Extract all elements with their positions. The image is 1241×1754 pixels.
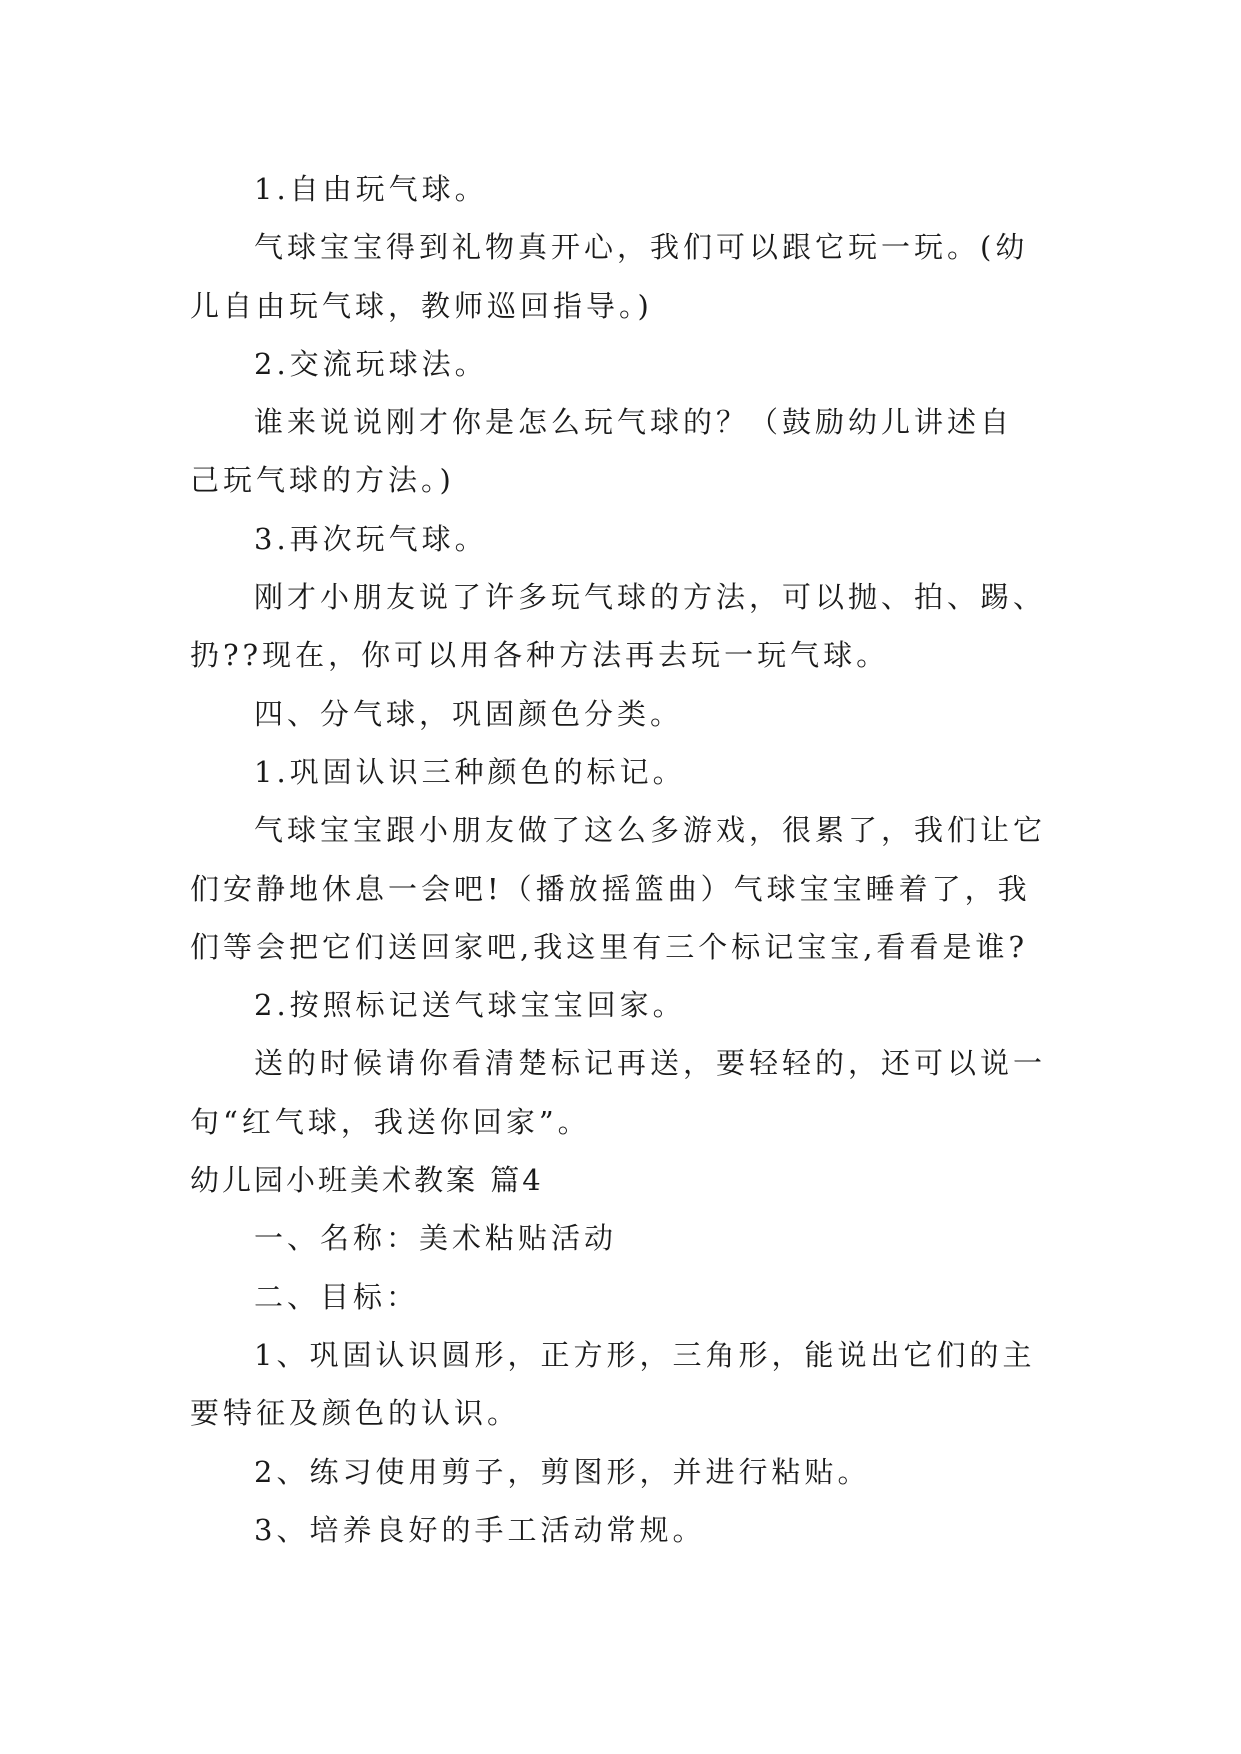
paragraph-line: 气球宝宝得到礼物真开心，我们可以跟它玩一玩。(幼 [254, 230, 1029, 265]
paragraph-line: 送的时候请你看清楚标记再送，要轻轻的，还可以说一 [254, 1046, 1047, 1081]
goal-item: 3、培养良好的手工活动常规。 [254, 1512, 706, 1547]
paragraph-line: 句“红气球，我送你回家”。 [190, 1104, 591, 1139]
paragraph-line: 们安静地休息一会吧!（播放摇篮曲）气球宝宝睡着了，我 [190, 871, 1031, 906]
goal-item: 1、巩固认识圆形，正方形，三角形，能说出它们的主 [254, 1337, 1036, 1372]
paragraph-line: 扔??现在，你可以用各种方法再去玩一玩气球。 [190, 638, 890, 673]
document-body [190, 160, 1070, 1559]
section-heading-four: 四、分气球，巩固颜色分类。 [254, 696, 684, 731]
list-item-play-again: 3.再次玩气球。 [254, 521, 488, 556]
section-goals: 二、目标： [254, 1279, 420, 1314]
paragraph-line: 刚才小朋友说了许多玩气球的方法，可以抛、拍、踢、 [254, 580, 1047, 615]
list-item-exchange-methods: 2.交流玩球法。 [254, 346, 488, 381]
paragraph-line: 儿自由玩气球，教师巡回指导。) [190, 288, 653, 323]
paragraph-line: 己玩气球的方法。) [190, 463, 455, 498]
list-item-free-play: 1.自由玩气球。 [254, 172, 488, 206]
list-item-consolidate-marks: 1.巩固认识三种颜色的标记。 [254, 754, 686, 789]
paragraph-line: 气球宝宝跟小朋友做了这么多游戏，很累了，我们让它 [254, 813, 1047, 848]
list-item-send-home: 2.按照标记送气球宝宝回家。 [254, 988, 686, 1023]
section-name: 一、名称：美术粘贴活动 [254, 1221, 618, 1256]
paragraph-line: 要特征及颜色的认识。 [190, 1396, 521, 1431]
lesson-plan-title: 幼儿园小班美术教案 篇4 [190, 1163, 544, 1198]
paragraph-line: 谁来说说刚才你是怎么玩气球的？（鼓励幼儿讲述自 [254, 405, 1014, 440]
goal-item: 2、练习使用剪子，剪图形，并进行粘贴。 [254, 1454, 871, 1489]
paragraph-line: 们等会把它们送回家吧,我这里有三个标记宝宝,看看是谁? [190, 929, 1028, 964]
